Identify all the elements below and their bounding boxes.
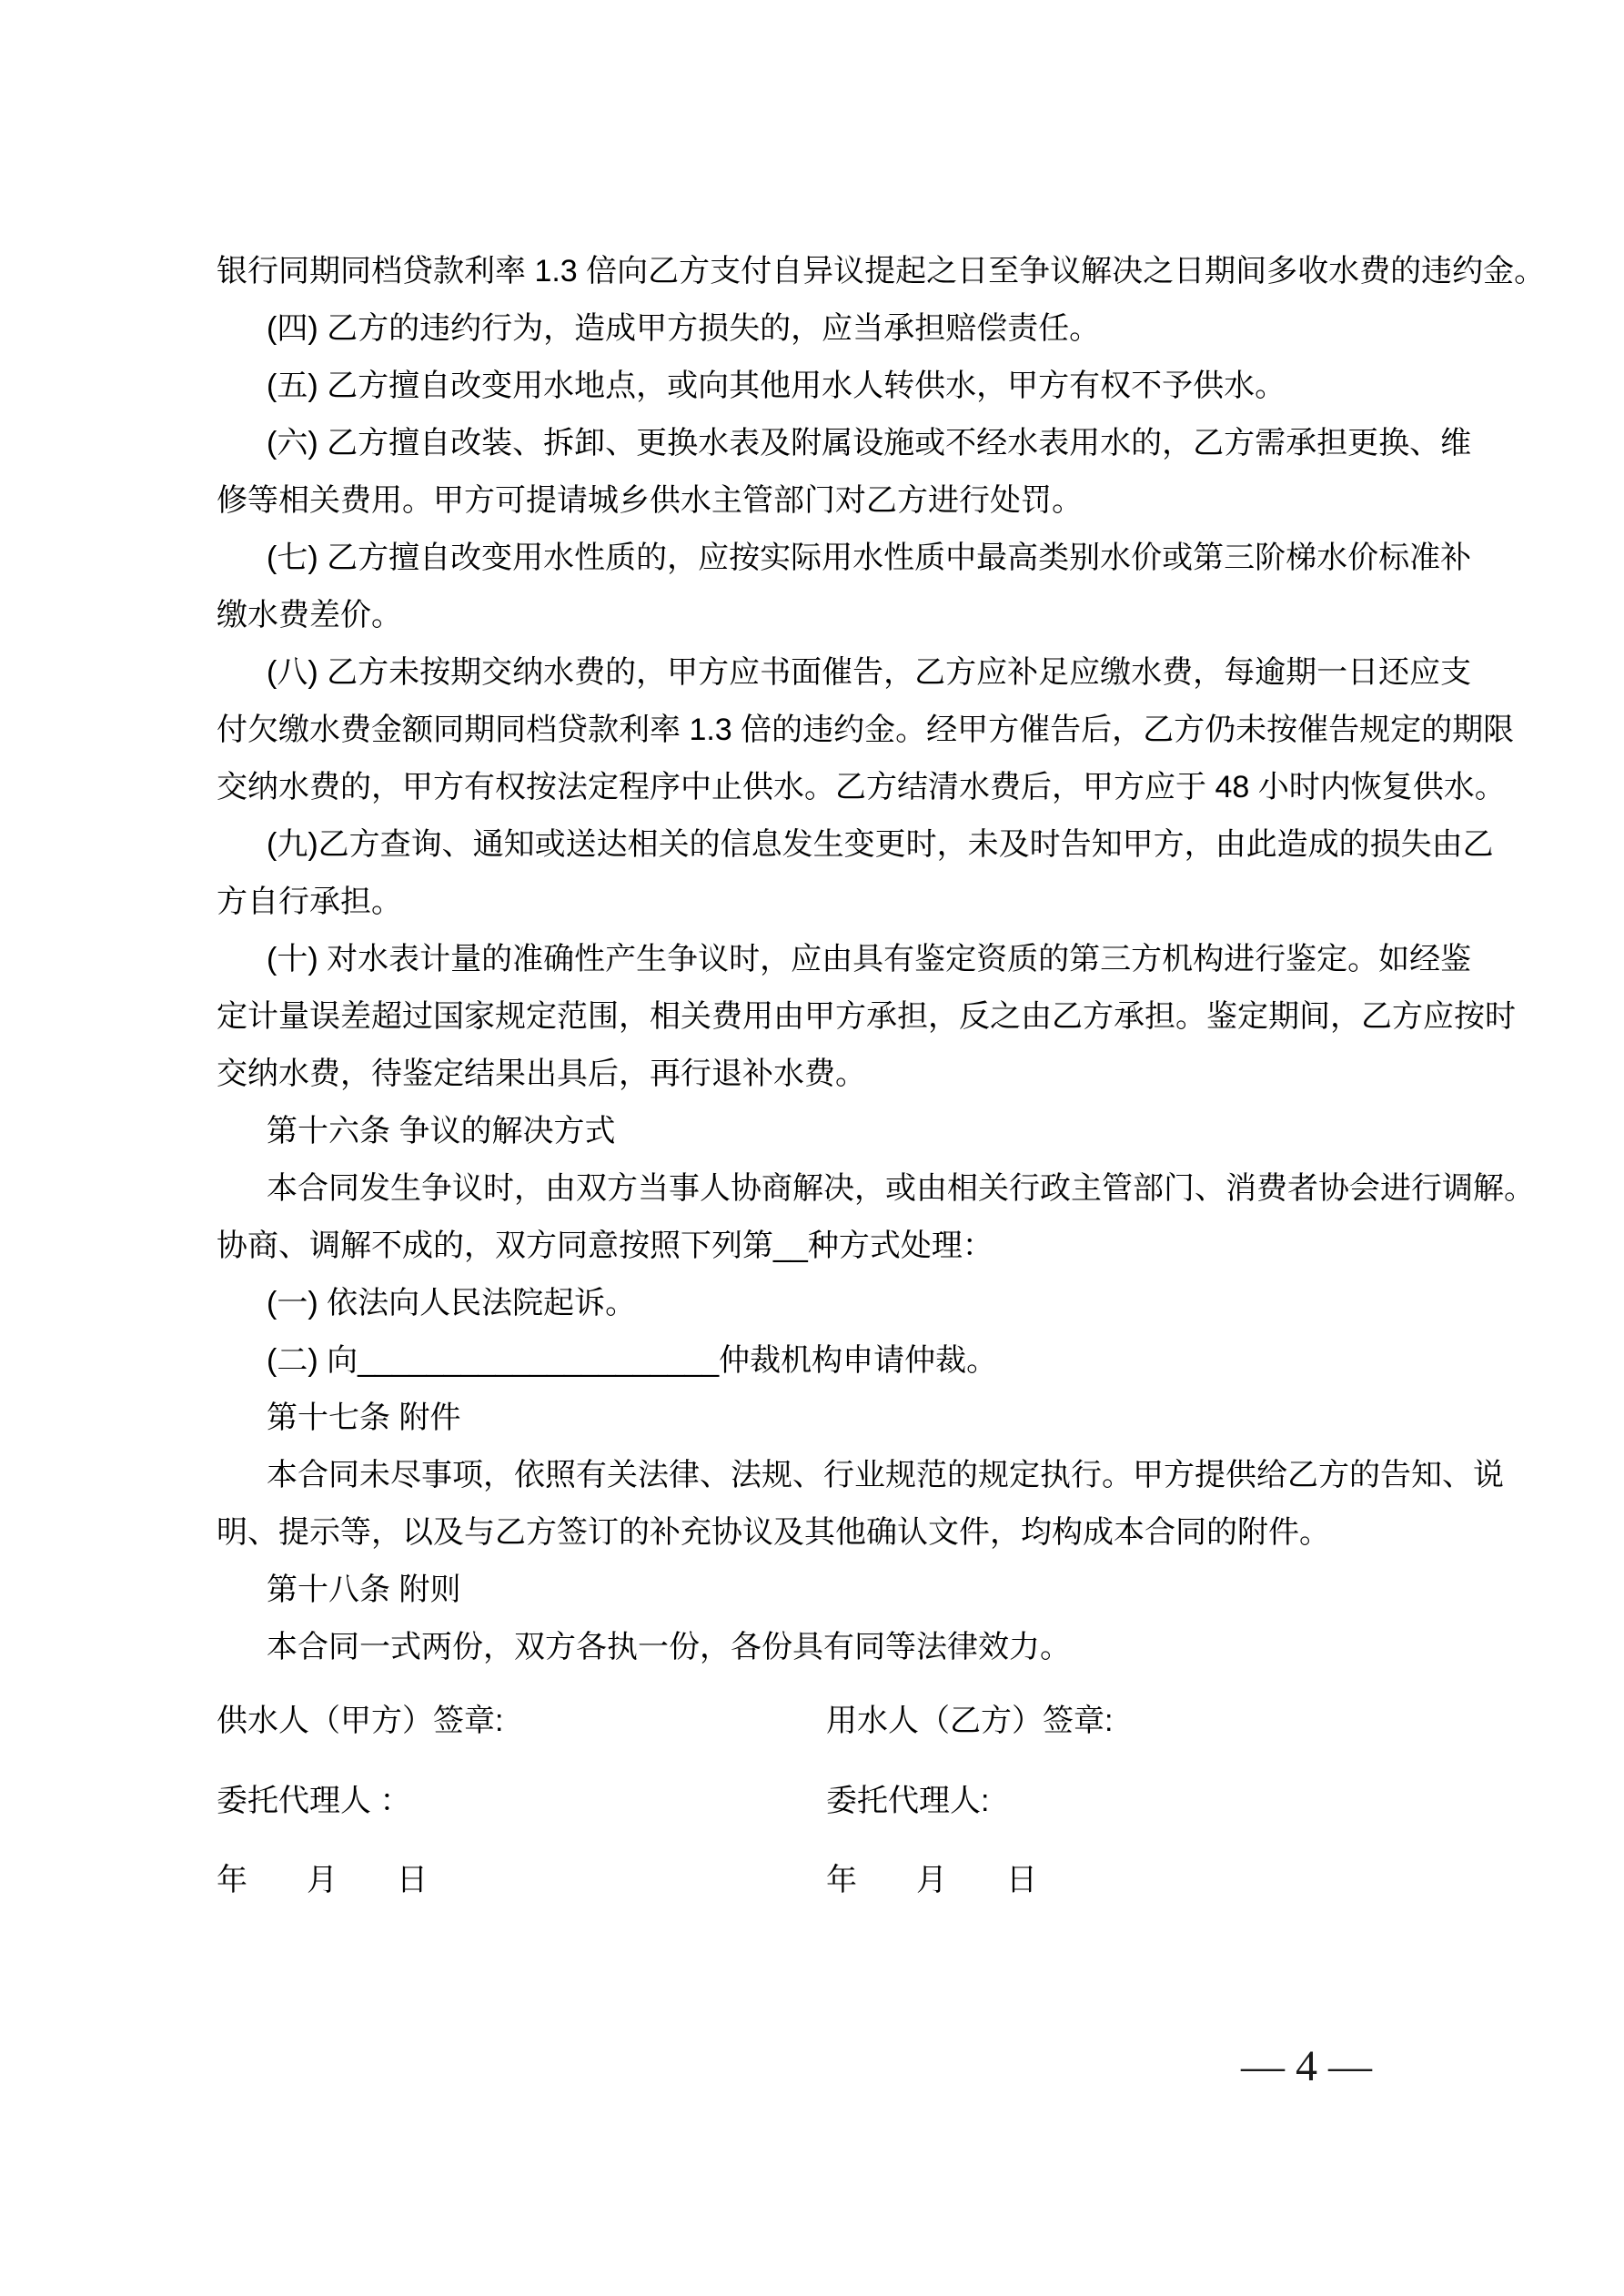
day-label: 日 <box>397 1863 428 1897</box>
text-line: 银行同期同档贷款利率 1.3 倍向乙方支付自异议提起之日至争议解决之日期间多收水费的违约金。 <box>217 254 1546 288</box>
text-line: (四) 乙方的违约行为，造成甲方损失的，应当承担赔偿责任。 <box>267 311 1101 346</box>
supplier-date-line <box>217 1863 428 1897</box>
text-line: 明、提示等，以及与乙方签订的补充协议及其他确认文件，均构成本合同的附件。 <box>217 1515 1330 1550</box>
text-line: (二) 向_____________________仲裁机构申请仲裁。 <box>267 1343 998 1378</box>
text-line: (六) 乙方擅自改装、拆卸、更换水表及附属设施或不经水表用水的，乙方需承担更换、维 <box>267 426 1472 460</box>
supplier-signature-label: 供水人（甲方）签章: <box>217 1704 504 1738</box>
text-line: 付欠缴水费金额同期同档贷款利率 1.3 倍的违约金。经甲方催告后，乙方仍未按催告规定的期限 <box>217 713 1515 747</box>
text-line: 第十八条 附则 <box>267 1573 461 1607</box>
year-label: 年 <box>826 1863 857 1897</box>
document-body <box>217 243 1546 1676</box>
text-line: 协商、调解不成的，双方同意按照下列第__种方式处理： <box>217 1229 994 1263</box>
text-line: 本合同一式两份，双方各执一份，各份具有同等法律效力。 <box>267 1630 1071 1664</box>
text-line: 定计量误差超过国家规定范围，相关费用由甲方承担，反之由乙方承担。鉴定期间，乙方应按时 <box>217 999 1516 1034</box>
user-agent-label: 委托代理人: <box>826 1784 990 1818</box>
text-line: (九)乙方查询、通知或送达相关的信息发生变更时，未及时告知甲方，由此造成的损失由乙 <box>267 827 1494 862</box>
day-label: 日 <box>1006 1863 1037 1897</box>
month-label: 月 <box>307 1863 338 1897</box>
user-date-line <box>826 1863 1037 1897</box>
text-line: 交纳水费的，甲方有权按法定程序中止供水。乙方结清水费后，甲方应于 48 小时内恢复供水。 <box>217 770 1506 804</box>
supplier-agent-label: 委托代理人 ： <box>217 1784 411 1818</box>
text-line: 交纳水费，待鉴定结果出具后，再行退补水费。 <box>217 1057 866 1091</box>
month-label: 月 <box>916 1863 947 1897</box>
text-line: (一) 依法向人民法院起诉。 <box>267 1286 637 1320</box>
text-line: (十) 对水表计量的准确性产生争议时，应由具有鉴定资质的第三方机构进行鉴定。如经鉴 <box>267 942 1472 976</box>
text-line: (八) 乙方未按期交纳水费的，甲方应书面催告，乙方应补足应缴水费，每逾期一日还应支 <box>267 655 1472 690</box>
year-label: 年 <box>217 1863 247 1897</box>
text-line: 缴水费差价。 <box>217 598 402 632</box>
page-number-footer: — 4 — <box>1241 2042 1372 2090</box>
text-line: (五) 乙方擅自改变用水地点，或向其他用水人转供水，甲方有权不予供水。 <box>267 369 1286 403</box>
text-line: 方自行承担。 <box>217 885 402 919</box>
text-line: 本合同未尽事项，依照有关法律、法规、行业规范的规定执行。甲方提供给乙方的告知、说 <box>267 1458 1504 1492</box>
text-line: 第十六条 争议的解决方式 <box>267 1114 616 1148</box>
text-line: 本合同发生争议时，由双方当事人协商解决，或由相关行政主管部门、消费者协会进行调解。 <box>267 1171 1535 1206</box>
text-line: 修等相关费用。甲方可提请城乡供水主管部门对乙方进行处罚。 <box>217 483 1083 518</box>
user-signature-label: 用水人（乙方）签章: <box>826 1704 1114 1738</box>
text-line: (七) 乙方擅自改变用水性质的，应按实际用水性质中最高类别水价或第三阶梯水价标准补 <box>267 541 1472 575</box>
text-line: 第十七条 附件 <box>267 1401 461 1435</box>
